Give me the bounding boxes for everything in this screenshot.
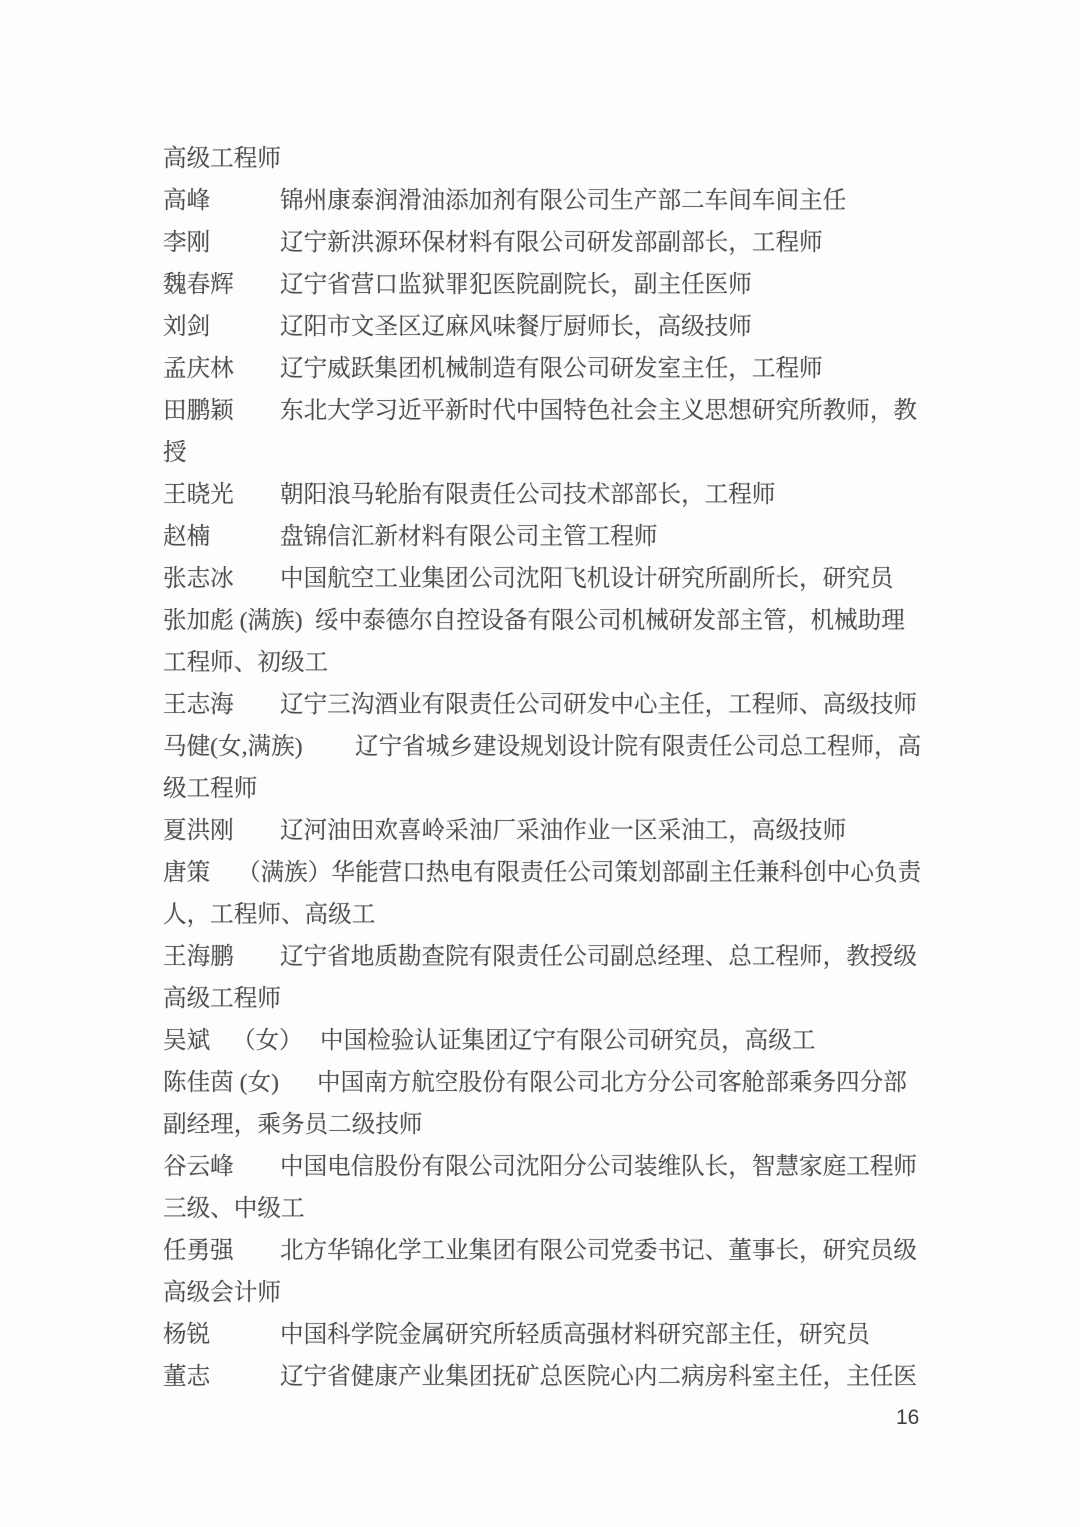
person-name: 田鹏颖 (163, 398, 234, 424)
person-name: 李刚 (163, 230, 211, 256)
person-name: 任勇强 (163, 1238, 234, 1264)
person-description: 辽阳市文圣区辽麻风味餐厅厨师长，高级技师 (280, 314, 752, 340)
person-name: 高峰 (163, 188, 211, 214)
text-line (163, 348, 963, 390)
person-name: 马健(女,满族) (163, 734, 303, 760)
text-line (163, 432, 963, 474)
person-name: 魏春辉 (163, 272, 234, 298)
person-description: 中国科学院金属研究所轻质高强材料研究部主任，研究员 (280, 1322, 870, 1348)
continuation-text: 工程师、初级工 (163, 650, 329, 676)
text-line (163, 768, 963, 810)
person-description: 辽河油田欢喜岭采油厂采油作业一区采油工，高级技师 (280, 818, 847, 844)
text-line (163, 936, 963, 978)
text-line (163, 852, 963, 894)
text-line (163, 1104, 963, 1146)
text-line (163, 600, 963, 642)
person-description: 辽宁威跃集团机械制造有限公司研发室主任，工程师 (280, 356, 823, 382)
text-line (163, 1062, 963, 1104)
text-line (163, 684, 963, 726)
person-description: 辽宁省城乡建设规划设计院有限责任公司总工程师，高 (355, 734, 922, 760)
person-description: 辽宁三沟酒业有限责任公司研发中心主任，工程师、高级技师 (280, 692, 918, 718)
person-description: 辽宁省健康产业集团抚矿总医院心内二病房科室主任，主任医 (280, 1364, 918, 1390)
person-description: 绥中泰德尔自控设备有限公司机械研发部主管，机械助理 (315, 608, 905, 634)
person-name: 王海鹏 (163, 944, 234, 970)
person-name: 吴斌 (163, 1028, 211, 1054)
text-line (163, 1272, 963, 1314)
person-qualifier: （女） (232, 1028, 303, 1054)
continuation-text: 副经理，乘务员二级技师 (163, 1112, 423, 1138)
person-description: 盘锦信汇新材料有限公司主管工程师 (280, 524, 658, 550)
continuation-text: 级工程师 (163, 776, 258, 802)
text-line (163, 558, 963, 600)
page-number: 16 (896, 1406, 920, 1429)
text-line (163, 978, 963, 1020)
continuation-text: 授 (163, 440, 187, 466)
person-description: 辽宁省营口监狱罪犯医院副院长，副主任医师 (280, 272, 752, 298)
person-name: 张志冰 (163, 566, 234, 592)
continuation-text: 高级工程师 (163, 986, 281, 1012)
person-name: 陈佳茵 (女) (163, 1070, 279, 1096)
text-line (163, 138, 963, 180)
person-name: 赵楠 (163, 524, 211, 550)
person-name: 唐策 (163, 860, 211, 886)
text-line (163, 180, 963, 222)
person-description: 中国检验认证集团辽宁有限公司研究员，高级工 (320, 1028, 816, 1054)
person-description: 中国电信股份有限公司沈阳分公司装维队长，智慧家庭工程师 (280, 1154, 918, 1180)
text-line (163, 222, 963, 264)
person-description: （满族）华能营口热电有限责任公司策划部副主任兼科创中心负责 (237, 860, 922, 886)
person-name: 夏洪刚 (163, 818, 234, 844)
continuation-text: 人，工程师、高级工 (163, 902, 376, 928)
text-line (163, 642, 963, 684)
continuation-text: 高级会计师 (163, 1280, 281, 1306)
section-heading: 高级工程师 (163, 146, 281, 172)
text-line (163, 726, 963, 768)
continuation-text: 三级、中级工 (163, 1196, 305, 1222)
text-line (163, 516, 963, 558)
text-line (163, 1146, 963, 1188)
person-description: 辽宁省地质勘查院有限责任公司副总经理、总工程师，教授级 (280, 944, 918, 970)
person-description: 朝阳浪马轮胎有限责任公司技术部部长，工程师 (280, 482, 776, 508)
person-name: 王晓光 (163, 482, 234, 508)
person-description: 北方华锦化学工业集团有限公司党委书记、董事长，研究员级 (280, 1238, 918, 1264)
person-name: 刘剑 (163, 314, 211, 340)
person-description: 中国南方航空股份有限公司北方分公司客舱部乘务四分部 (317, 1070, 907, 1096)
person-description: 锦州康泰润滑油添加剂有限公司生产部二车间车间主任 (280, 188, 847, 214)
text-block (163, 138, 963, 1398)
text-line (163, 1188, 963, 1230)
person-description: 中国航空工业集团公司沈阳飞机设计研究所副所长，研究员 (280, 566, 894, 592)
text-line (163, 264, 963, 306)
person-name: 王志海 (163, 692, 234, 718)
text-line (163, 390, 963, 432)
text-line (163, 306, 963, 348)
person-name: 谷云峰 (163, 1154, 234, 1180)
text-line (163, 1356, 963, 1398)
text-line (163, 1230, 963, 1272)
person-description: 东北大学习近平新时代中国特色社会主义思想研究所教师，教 (280, 398, 918, 424)
person-name: 孟庆林 (163, 356, 234, 382)
text-line (163, 1314, 963, 1356)
person-description: 辽宁新洪源环保材料有限公司研发部副部长，工程师 (280, 230, 823, 256)
person-name: 杨锐 (163, 1322, 211, 1348)
text-line (163, 810, 963, 852)
text-line (163, 894, 963, 936)
text-line (163, 1020, 963, 1062)
person-name: 张加彪 (满族) (163, 608, 303, 634)
person-name: 董志 (163, 1364, 211, 1390)
text-line (163, 474, 963, 516)
